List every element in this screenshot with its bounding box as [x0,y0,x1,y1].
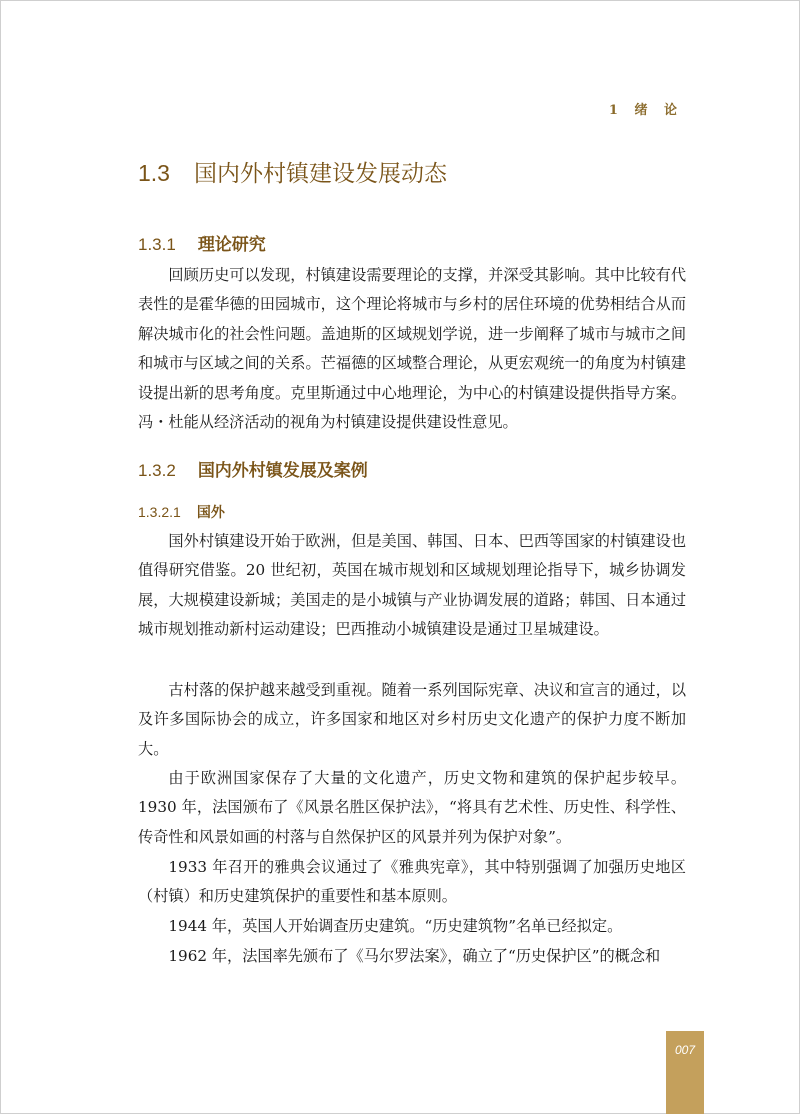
subsection-title-text-2: 国内外村镇发展及案例 [197,461,368,481]
subsection-title-2 [138,456,368,481]
section-title [138,155,447,188]
section-title-text: 国内外村镇建设发展动态 [193,161,447,187]
paragraph-theory: 回顾历史可以发现，村镇建设需要理论的支撑，并深受其影响。其中比较有代表性的是霍华德的田园城市，这个理论将城市与乡村的居住环境的优势相结合从而解决城市化的社会性问题。盖迪斯的区域规划学说，进一步阐释了城市与城市之间和城市与区域之间的关系。芒福德的区域整合理论，从更宏观统一的角度为村镇建设提出新的思考角度。克里斯通过中心地理论，为中心的村镇建设提供指导方案。冯・杜能从经济活动的视角为村镇建设提供建设性意见。 [138,266,686,432]
paragraph-foreign-5: 1944 年，英国人开始调查历史建筑。“历史建筑物”名单已经拟定。 [168,917,623,935]
paragraph-foreign-4: 1933 年召开的雅典会议通过了《雅典宪章》，其中特别强调了加强历史地区（村镇）和历史建筑保护的重要性和基本原则。 [138,858,686,906]
paragraph-foreign-3: 由于欧洲国家保存了大量的文化遗产，历史文物和建筑的保护起步较早。1930 年，法国颁布了《风景名胜区保护法》，“将具有艺术性、历史性、科学性、传奇性和风景如画的村落与自然保护区的风景并列为保护对象”。 [138,769,686,846]
subsection-title-text-1: 理论研究 [197,235,266,255]
section-number: 1.3 [138,160,170,186]
page-number-tab [666,1031,704,1114]
subsubsection-number: 1.3.2.1 [138,504,181,520]
running-header: 1 绪 论 [608,103,683,118]
subsection-number-1: 1.3.1 [138,235,176,254]
paragraph-foreign-6: 1962 年，法国率先颁布了《马尔罗法案》，确立了“历史保护区”的概念和 [168,947,661,965]
subsubsection-title [138,502,225,522]
paragraph-foreign-2: 古村落的保护越来越受到重视。随着一系列国际宪章、决议和宣言的通过，以及许多国际协会的成立，许多国家和地区对乡村历史文化遗产的保护力度不断加大。 [138,681,686,758]
page-number: 007 [674,1043,696,1057]
paragraph-foreign-1: 国外村镇建设开始于欧洲，但是美国、韩国、日本、巴西等国家的村镇建设也值得研究借鉴。20 世纪初，英国在城市规划和区域规划理论指导下，城乡协调发展，大规模建设新城；美国走的是小城镇与产业协调发展的道路；韩国、日本通过城市规划推动新村运动建设；巴西推动小城镇建设是通过卫星城建设。 [138,532,686,639]
subsection-number-2: 1.3.2 [138,461,176,480]
subsubsection-title-text: 国外 [196,505,225,521]
subsection-title-1 [138,230,266,255]
